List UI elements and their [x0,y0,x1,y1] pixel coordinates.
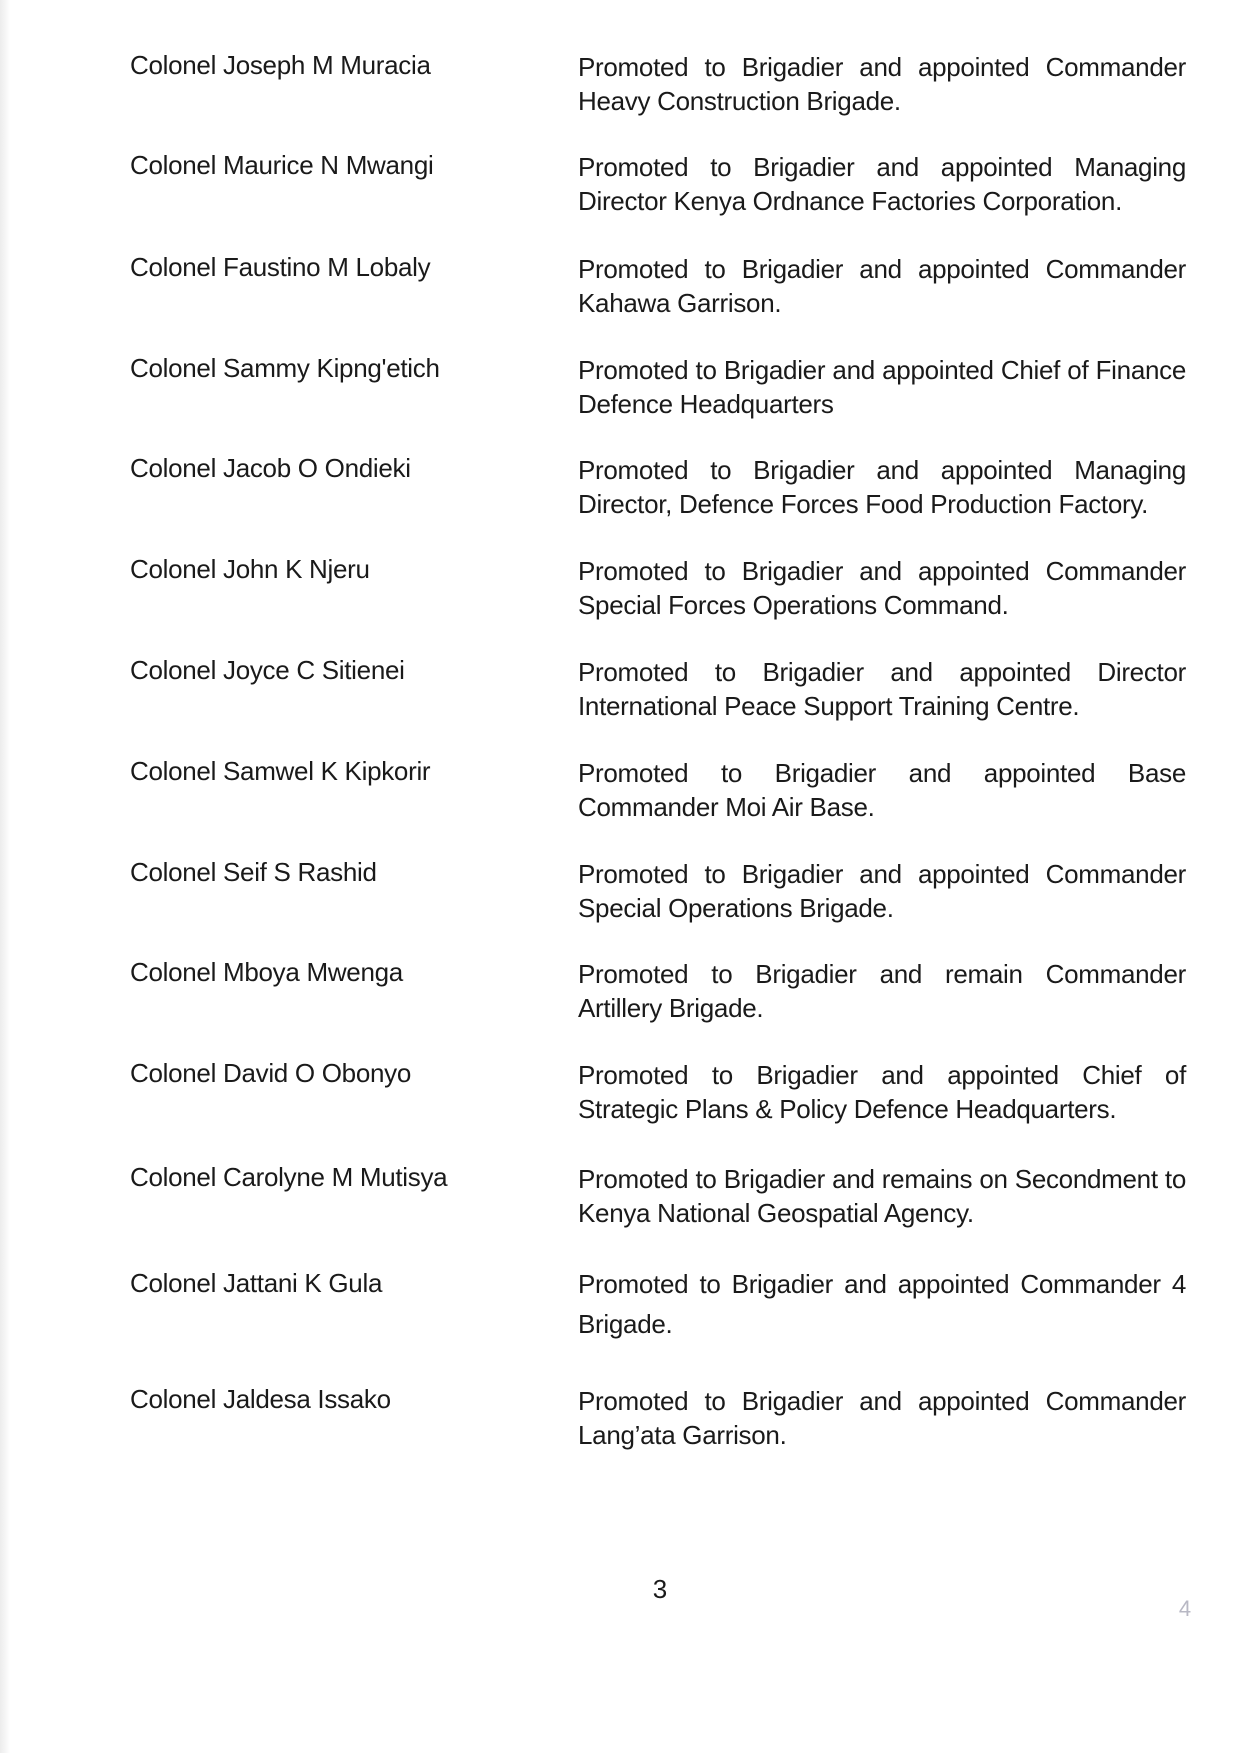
officer-name: Colonel Maurice N Mwangi [130,150,434,180]
officer-name: Colonel Faustino M Lobaly [130,252,431,282]
appointment-text: Promoted to Brigadier and appointed Chief of Strategic Plans & Policy Defence Headquarters. [578,1060,1186,1124]
officer-name: Colonel Sammy Kipng'etich [130,353,440,383]
page-number: 3 [652,1574,668,1604]
officer-name: Colonel Joseph M Muracia [130,50,431,80]
appointment-text: Promoted to Brigadier and appointed Director International Peace Support Training Centre. [578,657,1186,721]
officer-name: Colonel Jattani K Gula [130,1268,383,1298]
officer-name: Colonel Carolyne M Mutisya [130,1162,448,1192]
appointment-text: Promoted to Brigadier and appointed Commander Lang’ata Garrison. [578,1386,1186,1450]
appointment-text: Promoted to Brigadier and appointed Chief of Finance Defence Headquarters [578,355,1186,419]
officer-name: Colonel Mboya Mwenga [130,957,403,987]
officer-name: Colonel Samwel K Kipkorir [130,756,431,786]
officer-name: Colonel Jacob O Ondieki [130,453,411,483]
officer-name: Colonel John K Njeru [130,554,370,584]
scan-edge-shadow [0,0,10,1753]
appointment-text: Promoted to Brigadier and remains on Secondment to Kenya National Geospatial Agency. [578,1164,1186,1228]
officer-name: Colonel David O Obonyo [130,1058,411,1088]
appointment-text: Promoted to Brigadier and appointed Managing Director, Defence Forces Food Production Factory. [578,455,1186,519]
appointment-text: Promoted to Brigadier and appointed Commander Special Forces Operations Command. [578,556,1186,620]
appointment-text: Promoted to Brigadier and appointed Commander 4 Brigade. [578,1269,1186,1339]
appointment-text: Promoted to Brigadier and appointed Managing Director Kenya Ordnance Factories Corporation. [578,152,1186,216]
appointment-text: Promoted to Brigadier and appointed Base Commander Moi Air Base. [578,758,1186,822]
officer-name: Colonel Jaldesa Issako [130,1384,391,1414]
officer-name: Colonel Joyce C Sitienei [130,655,405,685]
margin-mark: 4 [1178,1596,1192,1621]
appointment-text: Promoted to Brigadier and appointed Commander Kahawa Garrison. [578,254,1186,318]
appointment-text: Promoted to Brigadier and appointed Commander Special Operations Brigade. [578,859,1186,923]
appointment-text: Promoted to Brigadier and remain Commander Artillery Brigade. [578,959,1186,1023]
appointment-text: Promoted to Brigadier and appointed Commander Heavy Construction Brigade. [578,52,1186,116]
officer-name: Colonel Seif S Rashid [130,857,377,887]
